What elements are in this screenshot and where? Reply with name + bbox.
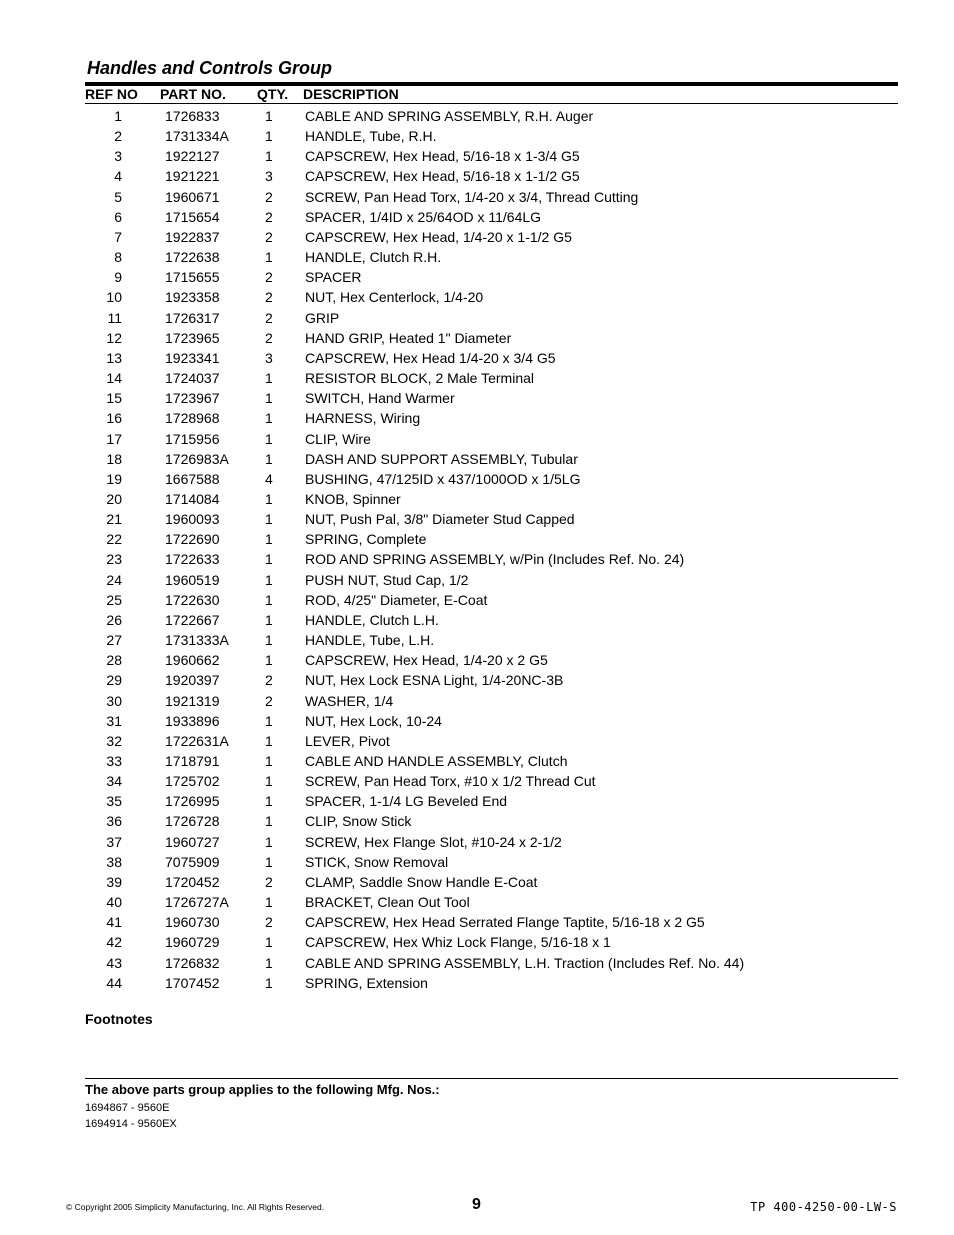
part-no-cell: 1726833 (165, 108, 220, 124)
part-no-cell: 1726832 (165, 954, 220, 971)
description-cell: SCREW, Pan Head Torx, 1/4-20 x 3/4, Thread Cutting (305, 188, 639, 205)
table-row (85, 932, 898, 952)
ref-no-cell: 9 (114, 269, 122, 286)
ref-no-cell: 19 (106, 470, 122, 487)
table-row (85, 469, 898, 489)
document-code: TP 400-4250-00-LW-S (750, 1200, 897, 1214)
description-cell: PUSH NUT, Stud Cap, 1/2 (305, 571, 469, 588)
description-cell: CAPSCREW, Hex Whiz Lock Flange, 5/16-18 x 1 (305, 934, 611, 951)
qty-cell: 2 (265, 188, 273, 205)
description-cell: CABLE AND SPRING ASSEMBLY, L.H. Traction (Includes Ref. No. 44) (305, 954, 745, 971)
table-row (85, 691, 898, 711)
ref-no-cell: 44 (106, 974, 122, 991)
qty-cell: 1 (265, 894, 273, 911)
part-no-cell: 1960729 (165, 934, 220, 951)
qty-cell: 1 (265, 410, 273, 427)
ref-no-cell: 31 (106, 712, 122, 729)
qty-cell: 1 (265, 652, 273, 669)
part-no-cell: 1723965 (165, 329, 220, 346)
table-row (85, 630, 898, 650)
mfg-rule (85, 1078, 898, 1079)
ref-no-cell: 18 (106, 450, 122, 467)
table-row (85, 146, 898, 166)
part-no-cell: 1707452 (165, 974, 220, 991)
part-no-cell: 1921221 (165, 168, 220, 185)
ref-no-cell: 29 (106, 672, 122, 689)
part-no-cell: 1728968 (165, 410, 220, 427)
description-cell: NUT, Push Pal, 3/8" Diameter Stud Capped (305, 511, 575, 528)
ref-no-cell: 21 (106, 511, 122, 528)
description-cell: ROD AND SPRING ASSEMBLY, w/Pin (Includes Ref. No. 24) (305, 551, 685, 568)
ref-no-cell: 23 (106, 551, 122, 568)
ref-no-cell: 40 (106, 894, 122, 911)
description-cell: CLIP, Snow Stick (305, 813, 412, 830)
qty-cell: 1 (265, 954, 273, 971)
part-no-cell: 1960727 (165, 833, 220, 850)
ref-no-cell: 7 (114, 228, 122, 245)
description-cell: HARNESS, Wiring (305, 410, 421, 427)
table-row (85, 771, 898, 791)
description-cell: CABLE AND HANDLE ASSEMBLY, Clutch (305, 753, 568, 769)
ref-no-cell: 4 (114, 168, 122, 185)
table-row (85, 429, 898, 449)
table-row (85, 852, 898, 872)
part-no-cell: 1667588 (165, 470, 220, 487)
description-cell: CLAMP, Saddle Snow Handle E-Coat (305, 873, 538, 890)
page-title: Handles and Controls Group (87, 58, 333, 78)
description-cell: NUT, Hex Centerlock, 1/4-20 (305, 289, 484, 306)
description-cell: HAND GRIP, Heated 1" Diameter (305, 329, 512, 346)
table-row (85, 711, 898, 731)
part-no-cell: 1722690 (165, 531, 220, 548)
description-cell: ROD, 4/25" Diameter, E-Coat (305, 591, 488, 608)
part-no-cell: 1921319 (165, 692, 220, 709)
qty-cell: 1 (265, 773, 273, 790)
qty-cell: 1 (265, 128, 273, 145)
ref-no-cell: 33 (106, 753, 122, 769)
ref-no-cell: 15 (106, 390, 122, 407)
part-no-cell: 1725702 (165, 773, 220, 790)
ref-no-cell: 24 (106, 571, 122, 588)
qty-cell: 1 (265, 390, 273, 407)
description-cell: SPACER, 1/4ID x 25/64OD x 11/64LG (305, 208, 542, 225)
table-row (85, 388, 898, 408)
copyright: © Copyright 2005 Simplicity Manufacturing, Inc. All Rights Reserved. (66, 1202, 325, 1212)
description-cell: GRIP (305, 309, 340, 326)
qty-cell: 1 (265, 430, 273, 447)
qty-cell: 1 (265, 712, 273, 729)
qty-cell: 2 (265, 914, 273, 931)
table-row (85, 751, 898, 771)
ref-no-cell: 11 (107, 309, 122, 326)
part-no-cell: 1731333A (165, 632, 229, 649)
part-no-cell: 1923341 (165, 349, 220, 366)
qty-cell: 1 (265, 249, 273, 266)
qty-cell: 1 (265, 974, 273, 991)
part-no-cell: 1722630 (165, 591, 220, 608)
table-row (85, 207, 898, 227)
table-row (85, 489, 898, 509)
table-row (85, 408, 898, 428)
table-row (85, 549, 898, 569)
qty-cell: 1 (265, 551, 273, 568)
table-row (85, 247, 898, 267)
header-part-no: PART NO. (160, 86, 226, 102)
table-row (85, 126, 898, 146)
description-cell: BUSHING, 47/125ID x 437/1000OD x 1/5LG (305, 470, 581, 487)
description-cell: SCREW, Pan Head Torx, #10 x 1/2 Thread Cut (305, 773, 596, 790)
table-row (85, 328, 898, 348)
description-cell: HANDLE, Clutch R.H. (305, 249, 442, 266)
description-cell: CAPSCREW, Hex Head Serrated Flange Taptite, 5/16-18 x 2 G5 (305, 914, 705, 931)
description-cell: CABLE AND SPRING ASSEMBLY, R.H. Auger (305, 108, 594, 124)
qty-cell: 3 (265, 168, 273, 185)
description-cell: SPACER, 1-1/4 LG Beveled End (305, 793, 508, 810)
description-cell: NUT, Hex Lock, 10-24 (305, 712, 442, 729)
part-no-cell: 1726995 (165, 793, 220, 810)
header-ref-no: REF NO (85, 86, 138, 102)
qty-cell: 2 (265, 692, 273, 709)
table-row (85, 509, 898, 529)
qty-cell: 1 (265, 934, 273, 951)
table-row (85, 610, 898, 630)
qty-cell: 2 (265, 228, 273, 245)
description-cell: WASHER, 1/4 (305, 692, 394, 709)
part-no-cell: 1922837 (165, 228, 220, 245)
table-row (85, 529, 898, 549)
part-no-cell: 1726727A (165, 894, 229, 911)
table-row (85, 570, 898, 590)
description-cell: HANDLE, Tube, R.H. (305, 128, 437, 145)
part-no-cell: 1722638 (165, 249, 220, 266)
ref-no-cell: 27 (106, 632, 122, 649)
part-no-cell: 1726317 (165, 309, 220, 326)
description-cell: BRACKET, Clean Out Tool (305, 894, 470, 911)
ref-no-cell: 32 (106, 732, 122, 749)
ref-no-cell: 5 (114, 188, 122, 205)
part-no-cell: 1960730 (165, 914, 220, 931)
qty-cell: 2 (265, 329, 273, 346)
description-cell: SPACER (305, 269, 362, 286)
table-row (85, 953, 898, 973)
description-cell: HANDLE, Clutch L.H. (305, 611, 439, 628)
qty-cell: 1 (265, 732, 273, 749)
table-row (85, 449, 898, 469)
qty-cell: 1 (265, 632, 273, 649)
ref-no-cell: 10 (106, 289, 122, 306)
qty-cell: 2 (265, 289, 273, 306)
description-cell: SPRING, Extension (305, 974, 428, 991)
ref-no-cell: 6 (114, 208, 122, 225)
part-no-cell: 1720452 (165, 873, 220, 890)
description-cell: CLIP, Wire (305, 430, 371, 447)
part-no-cell: 1923358 (165, 289, 220, 306)
part-no-cell: 7075909 (165, 853, 220, 870)
ref-no-cell: 25 (106, 591, 122, 608)
part-no-cell: 1726728 (165, 813, 220, 830)
part-no-cell: 1724037 (165, 370, 220, 387)
table-row (85, 166, 898, 186)
table-row (85, 731, 898, 751)
qty-cell: 1 (265, 571, 273, 588)
qty-cell: 2 (265, 309, 273, 326)
qty-cell: 1 (265, 490, 273, 507)
table-row (85, 791, 898, 811)
part-no-cell: 1920397 (165, 672, 220, 689)
table-row (85, 590, 898, 610)
table-row (85, 912, 898, 932)
qty-cell: 1 (265, 370, 273, 387)
ref-no-cell: 42 (106, 934, 122, 951)
ref-no-cell: 41 (106, 914, 122, 931)
header-underline (85, 103, 898, 104)
ref-no-cell: 37 (106, 833, 122, 850)
qty-cell: 2 (265, 873, 273, 890)
qty-cell: 2 (265, 208, 273, 225)
ref-no-cell: 16 (106, 410, 122, 427)
part-no-cell: 1960671 (165, 188, 220, 205)
table-row (85, 973, 898, 993)
mfg-item: 1694867 - 9560E (85, 1102, 170, 1114)
part-no-cell: 1731334A (165, 128, 229, 145)
qty-cell: 2 (265, 672, 273, 689)
description-cell: RESISTOR BLOCK, 2 Male Terminal (305, 370, 535, 387)
header-qty: QTY. (257, 86, 289, 102)
table-header (85, 86, 898, 103)
part-no-cell: 1960093 (165, 511, 220, 528)
part-no-cell: 1722667 (165, 611, 220, 628)
description-cell: CAPSCREW, Hex Head, 1/4-20 x 2 G5 (305, 652, 548, 669)
part-no-cell: 1714084 (165, 490, 220, 507)
table-row (85, 872, 898, 892)
ref-no-cell: 35 (106, 793, 122, 810)
part-no-cell: 1960662 (165, 652, 220, 669)
part-no-cell: 1718791 (165, 753, 220, 769)
parts-table (85, 106, 898, 993)
qty-cell: 1 (265, 591, 273, 608)
ref-no-cell: 12 (106, 329, 122, 346)
part-no-cell: 1726983A (165, 450, 229, 467)
ref-no-cell: 20 (106, 490, 122, 507)
qty-cell: 1 (265, 450, 273, 467)
table-row (85, 368, 898, 388)
table-row (85, 106, 898, 126)
ref-no-cell: 2 (114, 128, 122, 145)
qty-cell: 1 (265, 833, 273, 850)
ref-no-cell: 1 (114, 108, 122, 124)
part-no-cell: 1723967 (165, 390, 220, 407)
table-row (85, 267, 898, 287)
qty-cell: 2 (265, 269, 273, 286)
qty-cell: 1 (265, 813, 273, 830)
ref-no-cell: 13 (106, 349, 122, 366)
description-cell: CAPSCREW, Hex Head, 1/4-20 x 1-1/2 G5 (305, 228, 572, 245)
ref-no-cell: 36 (106, 813, 122, 830)
ref-no-cell: 30 (106, 692, 122, 709)
qty-cell: 1 (265, 793, 273, 810)
qty-cell: 3 (265, 349, 273, 366)
ref-no-cell: 28 (106, 652, 122, 669)
qty-cell: 1 (265, 511, 273, 528)
table-row (85, 670, 898, 690)
description-cell: DASH AND SUPPORT ASSEMBLY, Tubular (305, 450, 578, 467)
description-cell: LEVER, Pivot (305, 732, 390, 749)
qty-cell: 1 (265, 853, 273, 870)
ref-no-cell: 38 (106, 853, 122, 870)
part-no-cell: 1922127 (165, 148, 220, 165)
part-no-cell: 1960519 (165, 571, 220, 588)
qty-cell: 1 (265, 611, 273, 628)
ref-no-cell: 8 (114, 249, 122, 266)
mfg-title: The above parts group applies to the following Mfg. Nos.: (85, 1082, 440, 1097)
description-cell: STICK, Snow Removal (305, 853, 449, 870)
qty-cell: 4 (265, 470, 273, 487)
page-number: 9 (472, 1196, 481, 1213)
part-no-cell: 1715654 (165, 208, 220, 225)
table-row (85, 832, 898, 852)
qty-cell: 1 (265, 108, 273, 124)
description-cell: SCREW, Hex Flange Slot, #10-24 x 2-1/2 (305, 833, 562, 850)
ref-no-cell: 14 (106, 370, 122, 387)
part-no-cell: 1722631A (165, 732, 229, 749)
table-row (85, 287, 898, 307)
ref-no-cell: 43 (106, 954, 122, 971)
mfg-item: 1694914 - 9560EX (85, 1118, 177, 1130)
description-cell: HANDLE, Tube, L.H. (305, 632, 435, 649)
table-row (85, 348, 898, 368)
table-row (85, 308, 898, 328)
ref-no-cell: 22 (106, 531, 122, 548)
description-cell: SWITCH, Hand Warmer (305, 390, 455, 407)
part-no-cell: 1715655 (165, 269, 220, 286)
description-cell: SPRING, Complete (305, 531, 427, 548)
table-row (85, 187, 898, 207)
ref-no-cell: 34 (106, 773, 122, 790)
table-row (85, 650, 898, 670)
qty-cell: 1 (265, 531, 273, 548)
mfg-list (85, 1100, 177, 1132)
ref-no-cell: 39 (106, 873, 122, 890)
table-row (85, 892, 898, 912)
part-no-cell: 1933896 (165, 712, 220, 729)
part-no-cell: 1715956 (165, 430, 220, 447)
description-cell: CAPSCREW, Hex Head 1/4-20 x 3/4 G5 (305, 349, 556, 366)
qty-cell: 1 (265, 148, 273, 165)
description-cell: NUT, Hex Lock ESNA Light, 1/4-20NC-3B (305, 672, 564, 689)
description-cell: CAPSCREW, Hex Head, 5/16-18 x 1-3/4 G5 (305, 148, 580, 165)
description-cell: CAPSCREW, Hex Head, 5/16-18 x 1-1/2 G5 (305, 168, 580, 185)
table-row (85, 811, 898, 831)
header-description: DESCRIPTION (303, 86, 399, 102)
footnotes-label: Footnotes (85, 1011, 153, 1027)
part-no-cell: 1722633 (165, 551, 220, 568)
description-cell: KNOB, Spinner (305, 490, 401, 507)
ref-no-cell: 17 (106, 430, 122, 447)
ref-no-cell: 26 (106, 611, 122, 628)
ref-no-cell: 3 (114, 148, 122, 165)
table-row (85, 227, 898, 247)
qty-cell: 1 (265, 753, 273, 769)
